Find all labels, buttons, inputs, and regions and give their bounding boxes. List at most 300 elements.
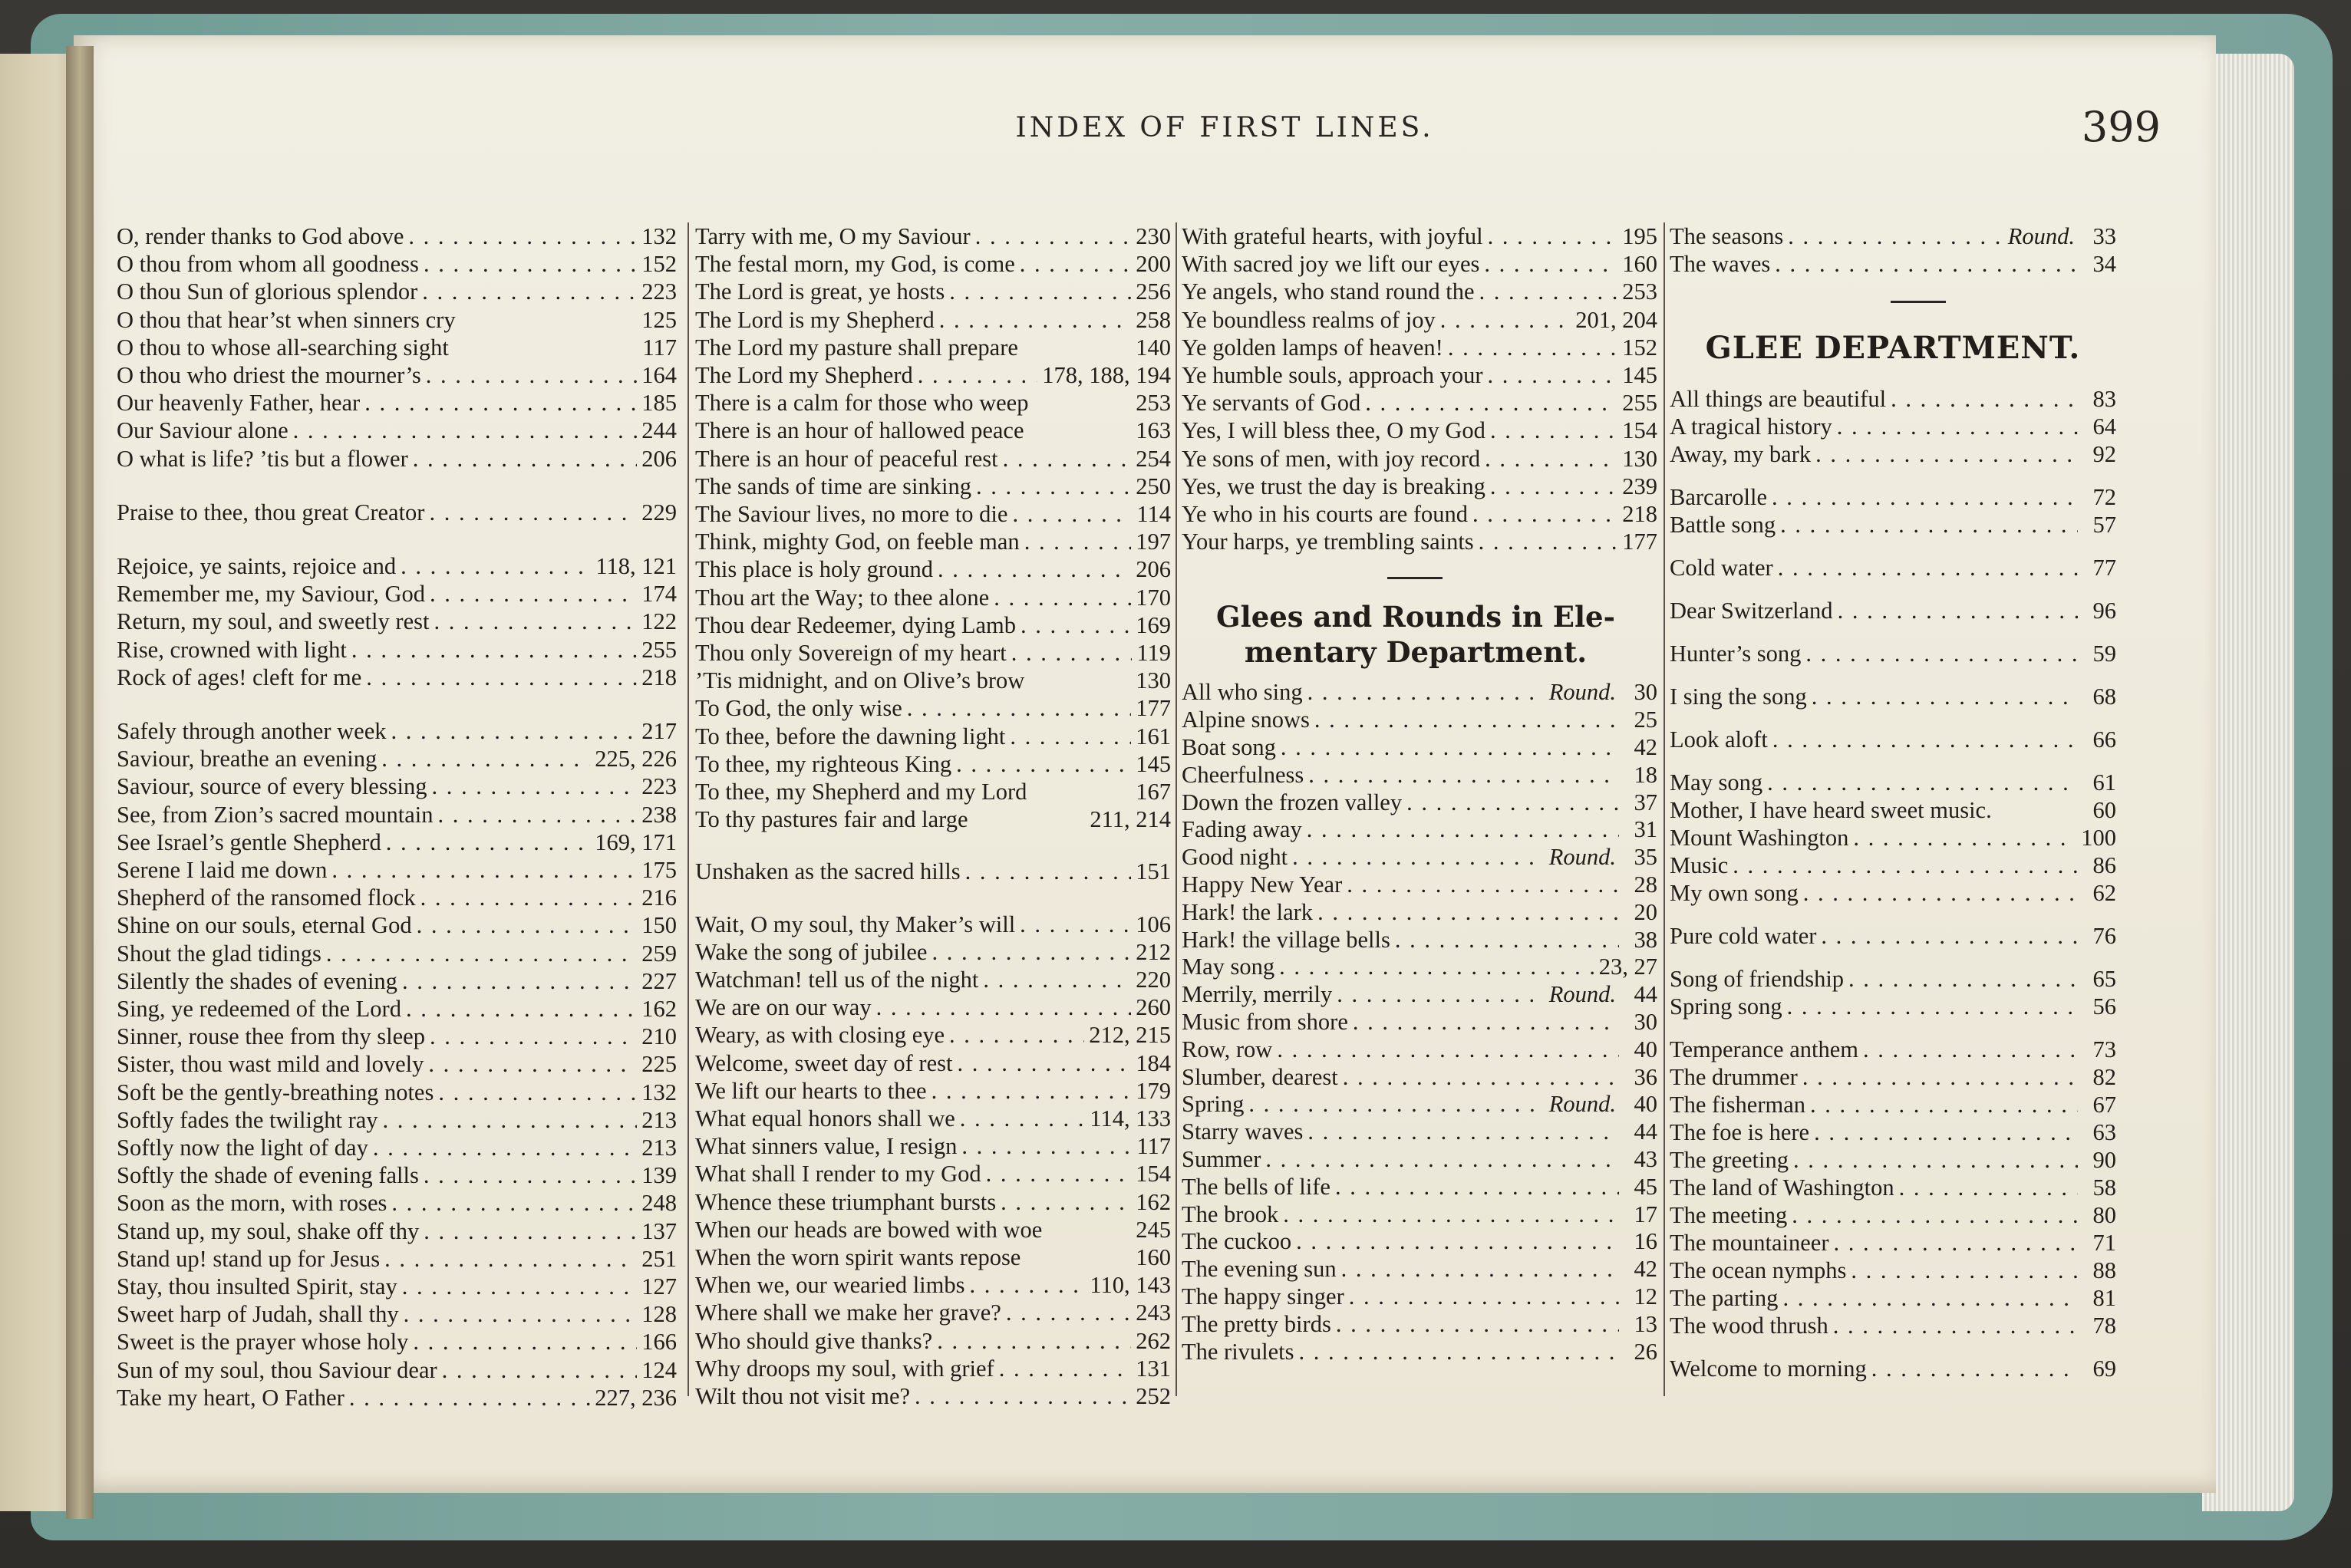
entry-page-number: 163 (1136, 417, 1171, 444)
index-entry (117, 361, 677, 389)
page-stack-edge (2202, 54, 2294, 1511)
index-entry (1182, 1173, 1657, 1201)
index-entry (1182, 306, 1657, 334)
leader-dots (931, 938, 1131, 966)
entry-page-number: 253 (1136, 390, 1171, 417)
index-entry (117, 636, 677, 664)
entry-page-number: 12 (1634, 1283, 1657, 1309)
leader-dots (422, 278, 637, 305)
entry-page-number: 66 (2092, 726, 2116, 753)
entry-title: Music (1670, 852, 1729, 879)
leader-dots (384, 1245, 637, 1273)
entry-page-number: 245 (1136, 1216, 1171, 1243)
leader-dots (1395, 926, 1619, 954)
entry-title: There is a calm for those who weep (695, 390, 1029, 417)
index-entry (117, 856, 677, 884)
entry-page-number: 65 (2092, 966, 2116, 993)
leader-dots (907, 694, 1131, 722)
entry-title: O, render thanks to God above (117, 223, 404, 249)
index-entry (1670, 440, 2116, 468)
leader-dots (406, 995, 637, 1023)
leader-dots (1277, 1036, 1619, 1063)
entry-page-number: 154 (1136, 1161, 1171, 1188)
leader-dots (1317, 898, 1619, 926)
round-label: Round. (1548, 679, 1616, 706)
index-entry (695, 858, 1171, 885)
entry-page-number: 117 (642, 334, 677, 361)
entry-title: Where shall we make her grave? (695, 1300, 1001, 1326)
index-entry (695, 1077, 1171, 1105)
leader-dots (430, 1023, 637, 1050)
entry-page-number: 88 (2092, 1257, 2116, 1284)
leader-dots (1001, 1188, 1131, 1216)
index-entry (117, 1106, 677, 1134)
entry-page-number: 57 (2092, 512, 2116, 539)
entry-page-number: 80 (2092, 1202, 2116, 1229)
leader-dots (434, 608, 637, 635)
leader-dots (938, 555, 1131, 583)
index-entry (117, 801, 677, 828)
entry-title: Shepherd of the ransomed flock (117, 884, 416, 911)
entry-page-number: 44 (1634, 1118, 1657, 1145)
leader-dots (1891, 385, 2078, 413)
index-entry (1670, 413, 2116, 440)
entry-page-number: 160 (1136, 1244, 1171, 1270)
entry-page-number: 131 (1136, 1355, 1171, 1382)
entry-title: Return, my soul, and sweetly rest (117, 608, 430, 635)
leader-dots (986, 1160, 1132, 1188)
entry-title: Stay, thou insulted Spirit, stay (117, 1273, 397, 1300)
entry-title: Safely through another week (117, 718, 387, 744)
index-entry (1670, 483, 2116, 511)
leader-dots (429, 499, 637, 526)
entry-title: Softly fades the twilight ray (117, 1106, 378, 1133)
leader-dots (1012, 500, 1132, 528)
leader-dots (424, 1161, 637, 1189)
entry-title: Wake the song of jubilee (695, 938, 928, 965)
entry-page-number: 243 (1136, 1300, 1171, 1326)
entry-page-number: 82 (2092, 1064, 2116, 1091)
index-entry (1670, 726, 2116, 753)
entry-page-number: 145 (1622, 362, 1657, 388)
entry-page-number: 127 (641, 1273, 677, 1300)
leader-dots (969, 1271, 1085, 1299)
entry-title: Rejoice, ye saints, rejoice and (117, 553, 397, 579)
leader-dots (1733, 852, 2078, 879)
entry-title: Soft be the gently-breathing notes (117, 1079, 434, 1105)
index-entry (695, 694, 1171, 722)
entry-title: This place is holy ground (695, 556, 934, 583)
entry-title: Softly now the light of day (117, 1135, 368, 1161)
index-entry (695, 584, 1171, 611)
leader-dots (381, 745, 590, 772)
index-entry (117, 1050, 677, 1078)
index-entry (117, 664, 677, 691)
entry-page-number: 117 (1136, 1133, 1171, 1160)
entry-page-number: 60 (2092, 797, 2116, 824)
leader-dots (1307, 815, 1619, 843)
index-entry (1182, 1008, 1657, 1036)
entry-page-number: 169 (1136, 611, 1171, 638)
index-entry (1182, 1090, 1657, 1118)
entry-page-number: 262 (1136, 1327, 1171, 1354)
index-entry (1182, 1310, 1657, 1338)
index-entry (117, 445, 677, 473)
entry-page-number: 213 (641, 1106, 677, 1133)
index-entry (695, 334, 1171, 361)
leader-dots (1787, 993, 2078, 1020)
entry-title: O thou who driest the mourner’s (117, 362, 421, 388)
entry-title: Sinner, rouse thee from thy sleep (117, 1023, 425, 1050)
index-entry (117, 1023, 677, 1050)
index-entry (695, 389, 1171, 417)
entry-page-number: 220 (1136, 967, 1171, 993)
entry-title: Fading away (1182, 816, 1302, 843)
index-entry (117, 911, 677, 939)
leader-dots (957, 1049, 1131, 1077)
entry-page-number: 251 (641, 1245, 677, 1272)
entry-page-number: 42 (1634, 734, 1657, 760)
entry-page-number: 206 (1136, 556, 1171, 583)
entry-title: Summer (1182, 1146, 1261, 1172)
entry-title: Serene I laid me down (117, 857, 328, 883)
index-entry (1182, 445, 1657, 473)
index-entry (1182, 361, 1657, 389)
entry-title: Welcome to morning (1670, 1356, 1867, 1382)
index-entry (1670, 385, 2116, 413)
entry-page-number: 38 (1634, 926, 1657, 953)
entry-title: Ye golden lamps of heaven! (1182, 334, 1443, 361)
leader-dots (1484, 250, 1617, 278)
index-entry (1670, 1036, 2116, 1063)
entry-title: Weary, as with closing eye (695, 1022, 945, 1049)
entry-title: Saviour, source of every blessing (117, 773, 427, 800)
entry-page-number: 185 (641, 390, 677, 417)
index-entry (117, 608, 677, 635)
entry-title: Good night (1182, 844, 1288, 871)
entry-page-number: 122 (641, 608, 677, 635)
entry-title: Welcome, sweet day of rest (695, 1049, 953, 1076)
entry-page-number: 210 (641, 1023, 677, 1050)
entry-page-number: 160 (1622, 251, 1657, 278)
leader-dots (1793, 1146, 2078, 1174)
leader-dots (426, 361, 638, 389)
entry-page-number: 166 (641, 1329, 677, 1356)
entry-title: Rise, crowned with light (117, 636, 347, 663)
entry-page-number: 170 (1136, 584, 1171, 611)
leader-dots (1021, 611, 1131, 639)
index-entry (1670, 769, 2116, 796)
entry-page-number: 258 (1136, 306, 1171, 333)
entry-page-number: 13 (1634, 1310, 1657, 1337)
index-entry (1182, 843, 1657, 871)
entry-title: The cuckoo (1182, 1228, 1292, 1255)
leader-dots (1349, 1283, 1619, 1310)
entry-title: The foe is here (1670, 1119, 1810, 1146)
entry-page-number: 227 (641, 967, 677, 994)
entry-page-number: 106 (1136, 911, 1171, 937)
leader-dots (383, 1106, 638, 1134)
entry-title: The ocean nymphs (1670, 1257, 1847, 1284)
leader-dots (404, 1300, 638, 1328)
entry-title: Ye boundless realms of joy (1182, 306, 1436, 333)
index-entry (695, 278, 1171, 305)
entry-page-number: 35 (1634, 844, 1657, 871)
entry-page-number: 28 (1634, 871, 1657, 898)
entry-page-number: 43 (1634, 1146, 1657, 1172)
entry-page-number: 230 (1136, 223, 1171, 249)
entry-title: Saviour, breathe an evening (117, 746, 378, 772)
entry-title: The land of Washington (1670, 1174, 1894, 1201)
index-entry (695, 938, 1171, 966)
entry-title: Slumber, dearest (1182, 1063, 1338, 1090)
leader-dots (1343, 1063, 1619, 1091)
entry-page-number: 81 (2092, 1285, 2116, 1312)
entry-page-number: 118, 121 (595, 553, 677, 579)
index-entry (117, 1079, 677, 1106)
leader-dots (413, 1328, 637, 1356)
leader-dots (430, 580, 637, 608)
entry-page-number: 225 (641, 1051, 677, 1078)
page-number: 399 (2081, 103, 2161, 151)
entry-title: Your harps, ye trembling saints (1182, 529, 1474, 555)
index-entry (695, 1299, 1171, 1326)
entry-page-number: 31 (1634, 816, 1657, 843)
entry-page-number: 154 (1622, 417, 1657, 444)
leader-dots (1838, 597, 2078, 624)
entry-page-number: 201, 204 (1575, 306, 1657, 333)
index-entry (117, 417, 677, 444)
entry-page-number: 162 (641, 996, 677, 1022)
entry-title: Boat song (1182, 734, 1276, 760)
leader-dots (1767, 769, 2078, 796)
leader-dots (1029, 417, 1132, 444)
index-entry (695, 1327, 1171, 1355)
entry-page-number: 77 (2092, 555, 2116, 581)
entry-title: Remember me, my Saviour, God (117, 581, 425, 608)
entry-page-number: 25 (1634, 707, 1657, 733)
leader-dots (1307, 678, 1545, 706)
index-entry (1182, 250, 1657, 278)
entry-page-number: 218 (641, 664, 677, 690)
entry-title: The evening sun (1182, 1256, 1337, 1283)
entry-title: See Israel’s gentle Shepherd (117, 828, 381, 855)
leader-dots (1490, 473, 1617, 500)
entry-title: When the worn spirit wants repose (695, 1244, 1021, 1270)
entry-title: The festal morn, my God, is come (695, 251, 1015, 278)
index-entry (695, 911, 1171, 938)
index-entry (1182, 417, 1657, 444)
entry-title: May song (1670, 769, 1763, 796)
entry-title: Spring song (1670, 993, 1782, 1020)
entry-title: Cheerfulness (1182, 761, 1304, 788)
entry-title: To God, the only wise (695, 695, 902, 722)
entry-title: Watchman! tell us of the night (695, 967, 979, 993)
entry-page-number: 184 (1136, 1049, 1171, 1076)
entry-title: Stand up! stand up for Jesus (117, 1245, 381, 1272)
leader-dots (939, 306, 1132, 334)
leader-dots (994, 584, 1131, 611)
leader-dots (351, 636, 637, 664)
leader-dots (428, 1050, 637, 1078)
index-entry (1670, 1312, 2116, 1339)
entry-page-number: 197 (1136, 529, 1171, 555)
index-entry (1670, 1201, 2116, 1229)
entry-title: The pretty birds (1182, 1310, 1331, 1337)
leader-dots (402, 1273, 638, 1300)
entry-page-number: 20 (1634, 898, 1657, 925)
index-entry (695, 805, 1171, 833)
index-entry (1182, 222, 1657, 250)
entry-page-number: 33 (2092, 223, 2116, 249)
leader-dots (1837, 413, 2078, 440)
entry-page-number: 68 (2092, 684, 2116, 710)
entry-title: The drummer (1670, 1064, 1798, 1091)
leader-dots (326, 940, 637, 967)
leader-dots (937, 1327, 1131, 1355)
leader-dots (402, 967, 637, 995)
index-entry (1670, 796, 2116, 824)
entry-title: Shine on our souls, eternal God (117, 912, 412, 939)
index-entry (1670, 1118, 2116, 1146)
entry-title: Hunter’s song (1670, 641, 1802, 667)
index-entry (1182, 389, 1657, 417)
leader-dots (331, 856, 637, 884)
index-entry (1670, 683, 2116, 710)
leader-dots (364, 389, 637, 417)
index-entry (1182, 761, 1657, 789)
entry-page-number: 114, 133 (1090, 1105, 1171, 1132)
round-label: Round. (2007, 223, 2075, 249)
entry-title: We are on our way (695, 994, 872, 1021)
leader-dots (386, 828, 591, 856)
index-entry (117, 1384, 677, 1412)
entry-title: Softly the shade of evening falls (117, 1162, 419, 1189)
leader-dots (413, 445, 638, 473)
index-entry (1670, 922, 2116, 950)
entry-page-number: 145 (1136, 750, 1171, 777)
entry-title: There is an hour of peaceful rest (695, 445, 998, 472)
leader-dots (960, 1105, 1086, 1132)
index-entry (695, 361, 1171, 389)
leader-dots (1033, 389, 1131, 417)
index-entry (117, 1356, 677, 1384)
entry-title: The brook (1182, 1201, 1279, 1227)
entry-page-number: 59 (2092, 641, 2116, 667)
index-entry (1670, 250, 2116, 278)
index-entry (695, 1132, 1171, 1160)
entry-title: Song of friendship (1670, 966, 1845, 993)
index-entry (1182, 1201, 1657, 1228)
section-rule (1891, 301, 1946, 303)
column-divider (1664, 222, 1665, 1396)
entry-page-number: 161 (1136, 723, 1171, 749)
leader-dots (1479, 528, 1618, 555)
index-entry (117, 745, 677, 772)
leader-dots (1020, 250, 1132, 278)
leader-dots (1792, 1201, 2078, 1229)
leader-dots (1283, 1201, 1619, 1228)
leader-dots (1406, 789, 1619, 816)
entry-page-number: 83 (2092, 386, 2116, 413)
leader-dots (1815, 440, 2078, 468)
entry-page-number: 253 (1622, 278, 1657, 305)
entry-page-number: 211, 214 (1090, 806, 1171, 833)
index-entry (1670, 1257, 2116, 1284)
entry-page-number: 132 (641, 1079, 677, 1105)
index-entry (695, 222, 1171, 250)
leader-dots (1347, 871, 1619, 898)
leader-dots (1863, 1036, 2078, 1063)
leader-dots (1848, 965, 2078, 993)
leader-dots (1029, 667, 1131, 694)
leader-dots (1299, 1338, 1619, 1365)
entry-title: The mountaineer (1670, 1230, 1829, 1257)
entry-page-number: 130 (1136, 667, 1171, 694)
entry-title: Sister, thou wast mild and lovely (117, 1051, 424, 1078)
index-entry (1670, 1284, 2116, 1312)
entry-title: Ye angels, who stand round the (1182, 278, 1475, 305)
entry-title: Sun of my soul, thou Saviour dear (117, 1356, 437, 1383)
leader-dots (1485, 445, 1617, 473)
entry-title: To thee, before the dawning light (695, 723, 1006, 749)
leader-dots (417, 911, 638, 939)
entry-title: Wilt thou not visit me? (695, 1383, 911, 1409)
entry-title: Happy New Year (1182, 871, 1343, 898)
entry-title: Ye humble souls, approach your (1182, 362, 1483, 388)
entry-title: O thou to whose all-searching sight (117, 334, 449, 361)
leader-dots (876, 993, 1132, 1021)
index-entry (1670, 597, 2116, 624)
entry-page-number: 239 (1622, 473, 1657, 499)
entry-page-number: 213 (641, 1135, 677, 1161)
index-entry (1182, 980, 1657, 1008)
index-entry (117, 552, 677, 580)
entry-page-number: 248 (641, 1190, 677, 1217)
entry-page-number: 256 (1136, 278, 1171, 305)
entry-page-number: 212 (1136, 938, 1171, 965)
index-entry (695, 778, 1171, 805)
leader-dots (1353, 1008, 1619, 1036)
index-entry (117, 1300, 677, 1328)
entry-page-number: 174 (641, 581, 677, 608)
leader-dots (1292, 843, 1545, 871)
entry-page-number: 42 (1634, 1256, 1657, 1283)
entry-page-number: 223 (641, 278, 677, 305)
leader-dots (438, 1079, 637, 1106)
entry-page-number: 23, 27 (1598, 954, 1657, 980)
entry-title: When our heads are bowed with woe (695, 1216, 1043, 1243)
leader-dots (1899, 1174, 2078, 1201)
entry-title: To thee, my righteous King (695, 750, 952, 777)
entry-title: Whence these triumphant bursts (695, 1188, 997, 1215)
entry-page-number: 164 (641, 362, 677, 388)
index-entry (1182, 1036, 1657, 1063)
entry-title: Sweet is the prayer whose holy (117, 1329, 409, 1356)
entry-page-number: 169, 171 (595, 828, 677, 855)
index-entry (695, 667, 1171, 694)
entry-page-number: 64 (2092, 413, 2116, 440)
leader-dots (1803, 879, 2078, 907)
entry-title: Look aloft (1670, 726, 1768, 753)
entry-page-number: 124 (641, 1356, 677, 1383)
entry-page-number: 125 (641, 306, 677, 333)
leader-dots (453, 334, 638, 361)
leader-dots (1851, 1257, 2078, 1284)
leader-dots (1997, 796, 2078, 824)
entry-page-number: 61 (2092, 769, 2116, 796)
leader-dots (1281, 733, 1619, 761)
